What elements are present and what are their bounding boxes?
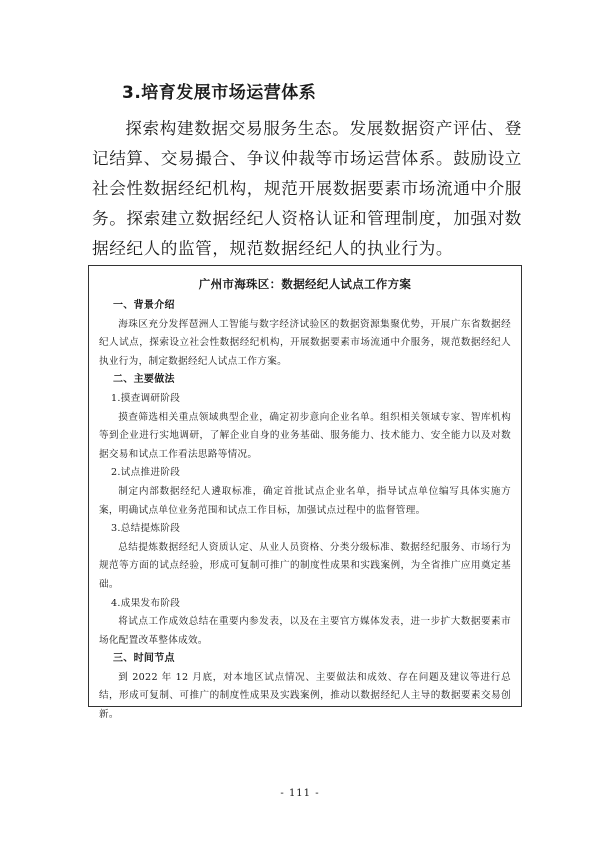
main-practices-heading: 二、主要做法 (113, 374, 175, 386)
step4-text: 将试点工作成效总结在重要内参发表，以及在主要官方媒体发表，进一步扩大数据要素市场化配置改革整体成效。 (99, 616, 511, 646)
timeline-heading: 三、时间节点 (113, 653, 175, 665)
step3-text: 总结提炼数据经纪人资质认定、从业人员资格、分类分级标准、数据经纪服务、市场行为规范等方面的试点经验，形成可复制可推广的制度性成果和实践案例，为全省推广应用奠定基础。 (99, 541, 511, 590)
step2-title: 2.试点推进阶段 (111, 467, 181, 479)
timeline-text: 到 2022 年 12 月底，对本地区试点情况、主要做法和成效、存在问题及建议等进行总结，形成可复制、可推广的制度性成果及实践案例，推动以数据经纪人主导的数据要素交易创新。 (99, 671, 511, 721)
case-study-title: 广州市海珠区：数据经纪人试点工作方案 (198, 277, 412, 291)
step1-text: 摸查筛选相关重点领域典型企业，确定初步意向企业名单。组织相关领域专家、智库机构等到企业进行实地调研，了解企业自身的业务基础、服务能力、技术能力、安全能力以及对数据交易和试点工作看法思路等情况。 (99, 411, 511, 460)
body-paragraph: 探索构建数据交易服务生态。发展数据资产评估、登记结算、交易撮合、争议仲裁等市场运营体系。鼓励设立社会性数据经纪机构，规范开展数据要素市场流通中介服务。探索建立数据经纪人资格认证和管理制度，加强对数据经纪人的监管，规范数据经纪人的执业行为。 (92, 119, 522, 258)
step3-title: 3.总结提炼阶段 (111, 523, 181, 535)
section-heading: 3.培育发展市场运营体系 (122, 83, 317, 103)
step2-text: 制定内部数据经纪人遴取标准，确定首批试点企业名单，指导试点单位编写具体实施方案，明确试点单位业务范围和试点工作目标，加强试点过程中的监督管理。 (99, 485, 511, 516)
page-number: - 111 - (280, 788, 320, 799)
step4-title: 4.成果发布阶段 (111, 597, 181, 609)
background-text: 海珠区充分发挥琶洲人工智能与数字经济试验区的数据资源集聚优势，开展广东省数据经纪人试点，探索设立社会性数据经纪机构，开展数据要素市场流通中介服务，规范数据经纪人执业行为，制定数据经纪人试点工作方案。 (99, 318, 511, 367)
step1-title: 1.摸查调研阶段 (111, 392, 181, 404)
case-study-box (88, 265, 522, 721)
background-heading: 一、背景介绍 (113, 300, 175, 311)
